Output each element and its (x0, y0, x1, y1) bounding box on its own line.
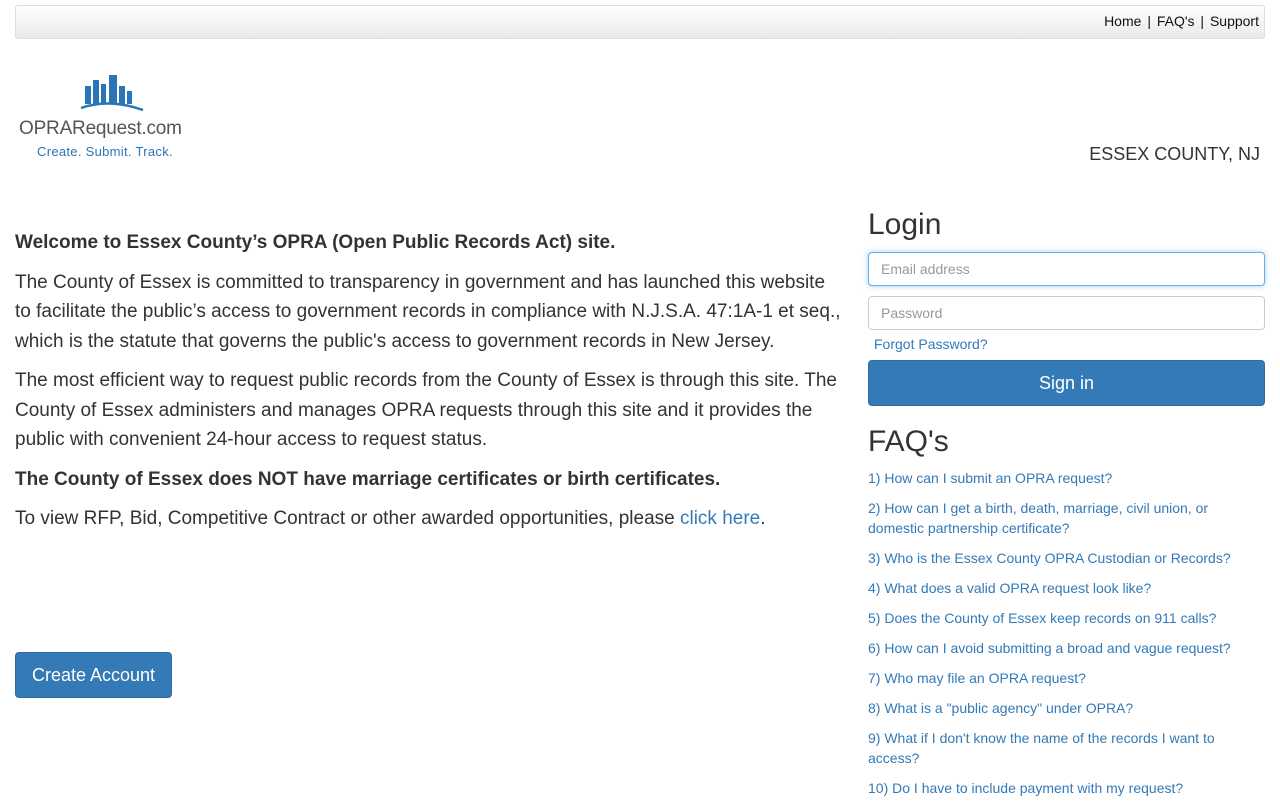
faq-link[interactable]: 10) Do I have to include payment with my request? (868, 780, 1184, 796)
nav-support-link[interactable]: Support (1209, 13, 1259, 29)
nav-separator: | (1147, 13, 1151, 29)
nav-faqs-link[interactable]: FAQ's (1156, 13, 1195, 29)
faq-link[interactable]: 3) Who is the Essex County OPRA Custodian or Records? (868, 550, 1231, 566)
faq-link[interactable]: 2) How can I get a birth, death, marriage, civil union, or domestic partnership certificate? (868, 500, 1209, 536)
email-input[interactable] (868, 252, 1265, 286)
faq-item (868, 668, 1248, 688)
faq-item (868, 468, 1248, 488)
intro-paragraph: The County of Essex is committed to transparency in government and has launched this website to facilitate the public’s access to government records in compliance with N.J.S.A. 47:1A-1 et seq., which is the statute that governs the public's access to government records in New Jersey. (15, 271, 841, 352)
rfp-period: . (760, 508, 766, 529)
efficiency-paragraph: The most efficient way to request public records from the County of Essex is through this site. The County of Essex administers and manages OPRA requests through this site and it provides the public with convenient 24-hour access to request status. (15, 370, 837, 450)
faq-item (868, 698, 1248, 718)
faq-link[interactable]: 7) Who may file an OPRA request? (868, 670, 1086, 686)
county-label: ESSEX COUNTY, NJ (1089, 144, 1260, 164)
faq-link[interactable]: 9) What if I don't know the name of the records I want to access? (868, 730, 1215, 766)
faq-item (868, 548, 1248, 568)
sign-in-button[interactable]: Sign in (868, 360, 1265, 406)
faq-item (868, 498, 1248, 538)
nav-home-link[interactable]: Home (1104, 13, 1142, 29)
login-title: Login (868, 208, 942, 241)
top-nav (1104, 6, 1259, 38)
site-logo[interactable] (19, 72, 199, 164)
top-bar (15, 5, 1265, 39)
faq-item (868, 608, 1248, 628)
faq-link[interactable]: 1) How can I submit an OPRA request? (868, 470, 1113, 486)
faq-link[interactable]: 8) What is a "public agency" under OPRA? (868, 700, 1134, 716)
password-input[interactable] (868, 296, 1265, 330)
faq-item (868, 778, 1248, 798)
faq-list (868, 468, 1248, 808)
certificates-notice: The County of Essex does NOT have marriage certificates or birth certificates. (15, 468, 721, 490)
faq-item (868, 728, 1248, 768)
faqs-title: FAQ's (868, 425, 949, 458)
nav-separator: | (1200, 13, 1205, 29)
create-account-button[interactable]: Create Account (15, 652, 172, 698)
faq-item (868, 638, 1248, 658)
main-content (15, 228, 845, 544)
city-skyline-icon (19, 72, 199, 118)
rfp-text: To view RFP, Bid, Competitive Contract or other awarded opportunities, please (15, 508, 680, 529)
welcome-heading: Welcome to Essex County’s OPRA (Open Public Records Act) site. (15, 232, 616, 253)
faq-link[interactable]: 4) What does a valid OPRA request look like? (868, 580, 1152, 596)
faq-link[interactable]: 5) Does the County of Essex keep records on 911 calls? (868, 610, 1217, 626)
logo-tagline: Create. Submit. Track. (37, 144, 173, 159)
rfp-paragraph (15, 504, 845, 534)
forgot-password-link[interactable]: Forgot Password? (874, 336, 988, 352)
faq-link[interactable]: 6) How can I avoid submitting a broad and vague request? (868, 640, 1231, 656)
logo-name: OPRARequest.com (19, 118, 182, 139)
rfp-click-here-link[interactable]: click here (679, 508, 761, 529)
faq-item (868, 578, 1248, 598)
